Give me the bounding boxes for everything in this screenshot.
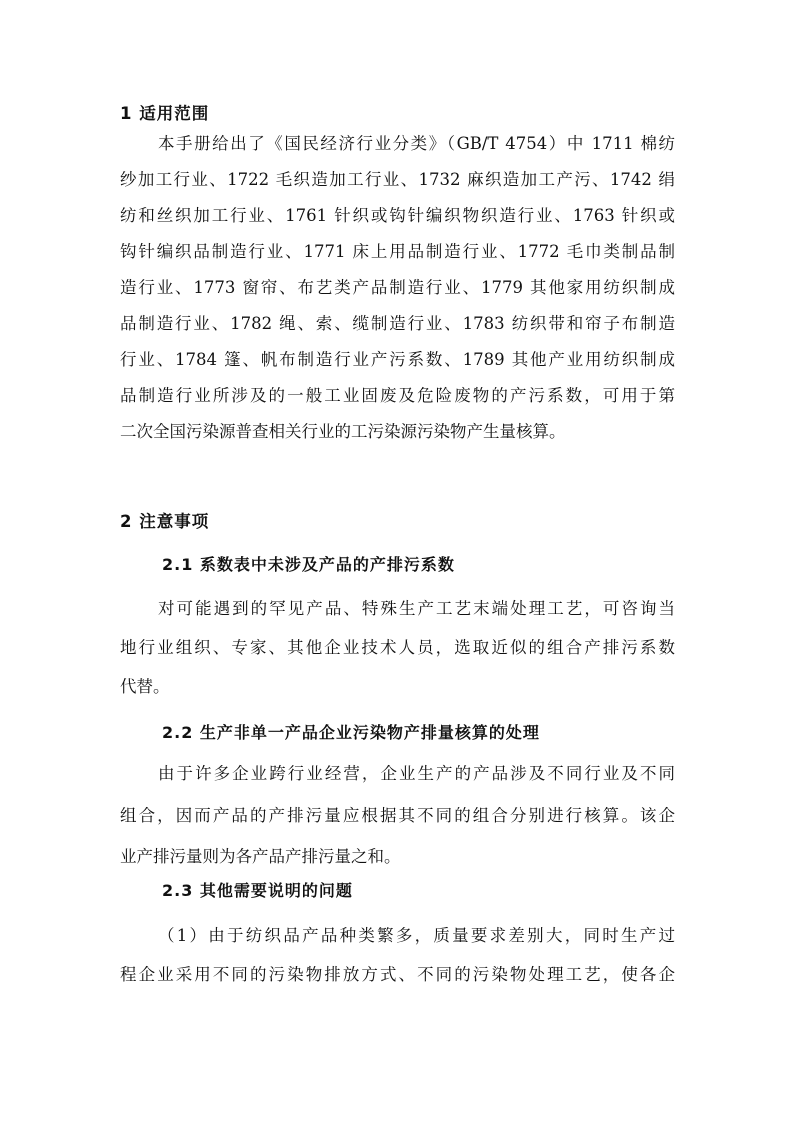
subsection-2-2-line-2: 组合，因而产品的产排污量应根据其不同的组合分别进行核算。该企: [120, 806, 675, 825]
section-1-line-7: 行业、1784 篷、帆布制造行业产污系数、1789 其他产业用纺织制成: [120, 350, 675, 369]
subsection-2-2-heading: 2.2 生产非单一产品企业污染物产排量核算的处理: [162, 723, 540, 742]
subsection-2-3-heading: 2.3 其他需要说明的问题: [162, 881, 353, 900]
subsection-2-1-line-2: 地行业组织、专家、其他企业技术人员，选取近似的组合产排污系数: [120, 638, 675, 657]
section-1-line-2: 纱加工行业、1722 毛织造加工行业、1732 麻织造加工产污、1742 绢: [120, 170, 675, 189]
subsection-2-1-heading: 2.1 系数表中未涉及产品的产排污系数: [162, 555, 455, 574]
section-2-heading: 2 注意事项: [120, 512, 210, 531]
section-1-line-3: 纺和丝织加工行业、1761 针织或钩针编织物织造行业、1763 针织或: [120, 206, 675, 225]
subsection-2-2-line-3: 业产排污量则为各产品产排污量之和。: [120, 847, 401, 866]
section-1-heading: 1 适用范围: [120, 104, 210, 123]
subsection-2-3-line-1: （1）由于纺织品产品种类繁多，质量要求差别大，同时生产过: [158, 926, 675, 945]
subsection-2-3-line-2: 程企业采用不同的污染物排放方式、不同的污染物处理工艺，使各企: [120, 965, 675, 984]
section-1-line-5: 造行业、1773 窗帘、布艺类产品制造行业、1779 其他家用纺织制成: [120, 278, 675, 297]
section-1-line-4: 钩针编织品制造行业、1771 床上用品制造行业、1772 毛巾类制品制: [120, 242, 675, 261]
section-1-line-8: 品制造行业所涉及的一般工业固废及危险废物的产污系数，可用于第: [120, 386, 675, 405]
subsection-2-1-line-1: 对可能遇到的罕见产品、特殊生产工艺末端处理工艺，可咨询当: [158, 599, 675, 618]
section-1-line-1: 本手册给出了《国民经济行业分类》（GB/T 4754）中 1711 棉纺: [158, 134, 675, 153]
section-1-line-9: 二次全国污染源普查相关行业的工污染源污染物产生量核算。: [120, 422, 566, 441]
section-1-line-6: 品制造行业、1782 绳、索、缆制造行业、1783 纺织带和帘子布制造: [120, 314, 675, 333]
subsection-2-2-line-1: 由于许多企业跨行业经营，企业生产的产品涉及不同行业及不同: [158, 764, 675, 783]
subsection-2-1-line-3: 代替。: [120, 677, 170, 696]
